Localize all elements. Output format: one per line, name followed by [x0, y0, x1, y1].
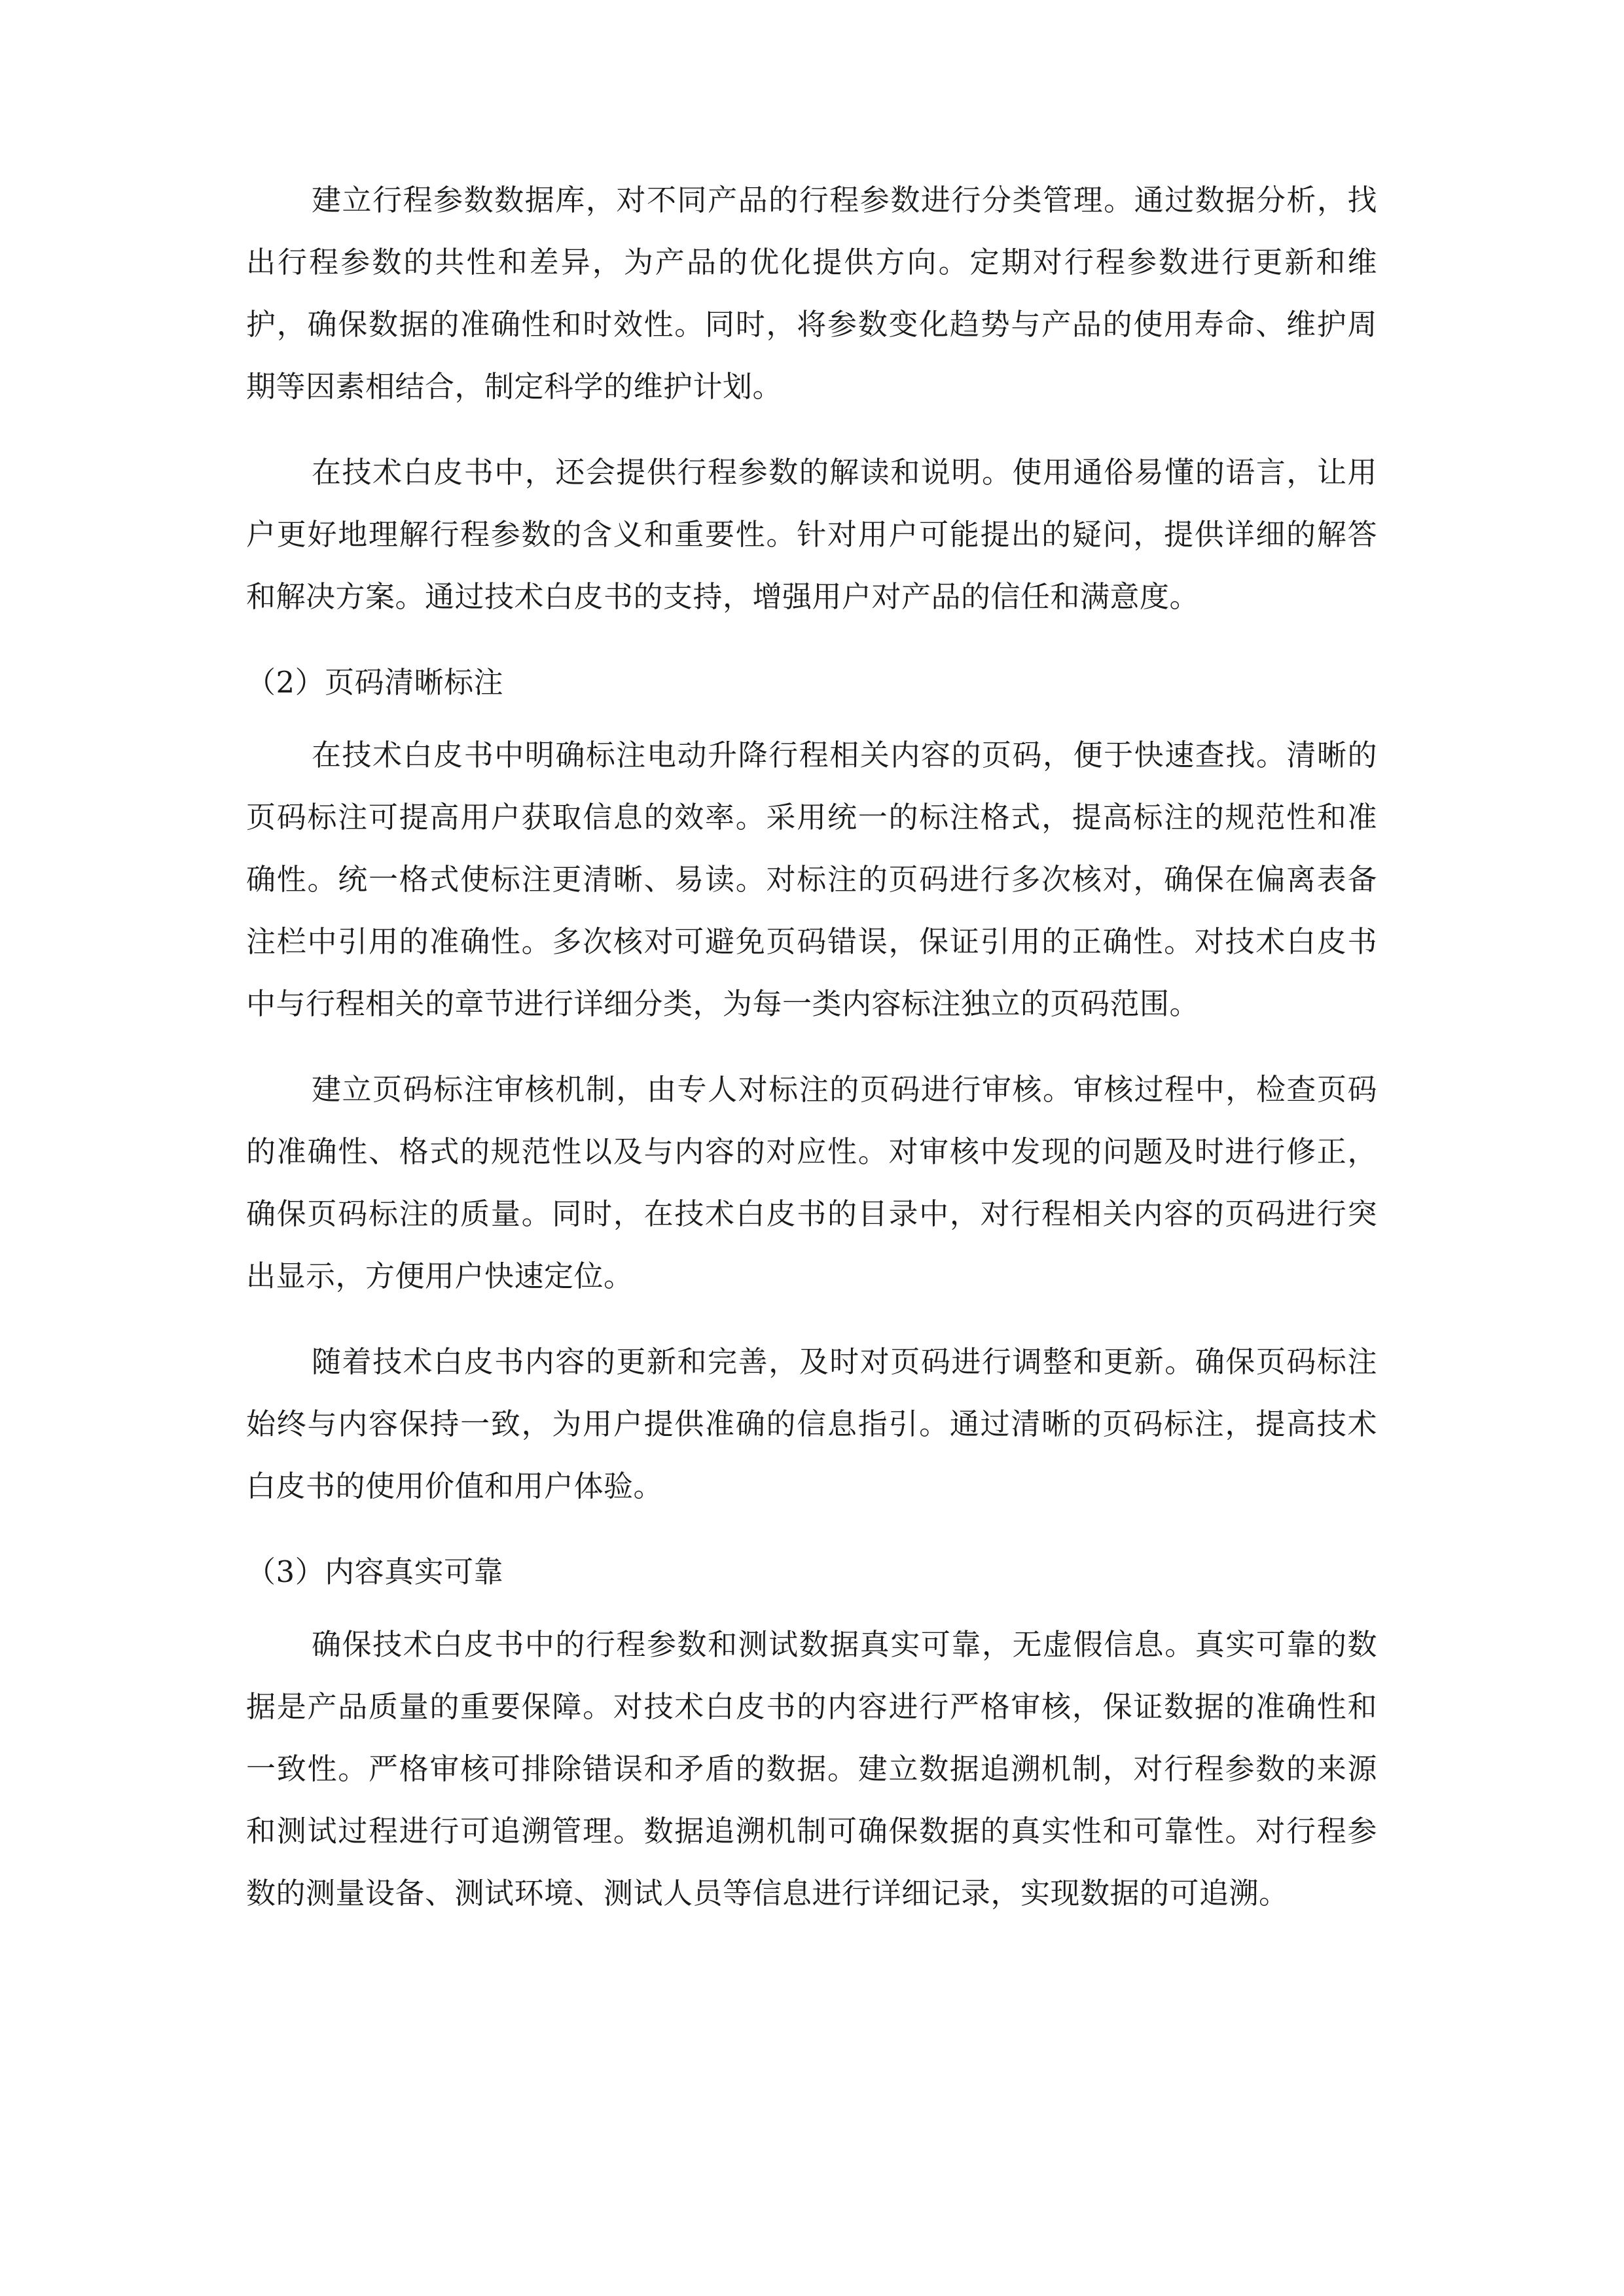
paragraph-parameter-database: 建立行程参数数据库，对不同产品的行程参数进行分类管理。通过数据分析，找出行程参数的共性和差异，为产品的优化提供方向。定期对行程参数进行更新和维护，确保数据的准确性和时效性。同时，将参数变化趋势与产品的使用寿命、维护周期等因素相结合，制定科学的维护计划。: [246, 183, 1377, 404]
document-body: [246, 169, 1377, 1948]
paragraph-page-update: 随着技术白皮书内容的更新和完善，及时对页码进行调整和更新。确保页码标注始终与内容保持一致，为用户提供准确的信息指引。通过清晰的页码标注，提高技术白皮书的使用价值和用户体验。: [246, 1344, 1377, 1503]
section-heading-page-labeling: （2）页码清晰标注: [246, 665, 504, 700]
paragraph-page-labeling: 在技术白皮书中明确标注电动升降行程相关内容的页码，便于快速查找。清晰的页码标注可提高用户获取信息的效率。采用统一的标注格式，提高标注的规范性和准确性。统一格式使标注更清晰、易读。对标注的页码进行多次核对，确保在偏离表备注栏中引用的准确性。多次核对可避免页码错误，保证引用的正确性。对技术白皮书中与行程相关的章节进行详细分类，为每一类内容标注独立的页码范围。: [246, 738, 1377, 1021]
paragraph-content-reliability: 确保技术白皮书中的行程参数和测试数据真实可靠，无虚假信息。真实可靠的数据是产品质量的重要保障。对技术白皮书的内容进行严格审核，保证数据的准确性和一致性。严格审核可排除错误和矛盾的数据。建立数据追溯机制，对行程参数的来源和测试过程进行可追溯管理。数据追溯机制可确保数据的真实性和可靠性。对行程参数的测量设备、测试环境、测试人员等信息进行详细记录，实现数据的可追溯。: [246, 1627, 1377, 1910]
section-heading-content-reliability: （3）内容真实可靠: [246, 1554, 504, 1589]
paragraph-parameter-explanation: 在技术白皮书中，还会提供行程参数的解读和说明。使用通俗易懂的语言，让用户更好地理解行程参数的含义和重要性。针对用户可能提出的疑问，提供详细的解答和解决方案。通过技术白皮书的支持，增强用户对产品的信任和满意度。: [246, 455, 1377, 614]
paragraph-page-review: 建立页码标注审核机制，由专人对标注的页码进行审核。审核过程中，检查页码的准确性、格式的规范性以及与内容的对应性。对审核中发现的问题及时进行修正，确保页码标注的质量。同时，在技术白皮书的目录中，对行程相关内容的页码进行突出显示，方便用户快速定位。: [246, 1072, 1377, 1293]
